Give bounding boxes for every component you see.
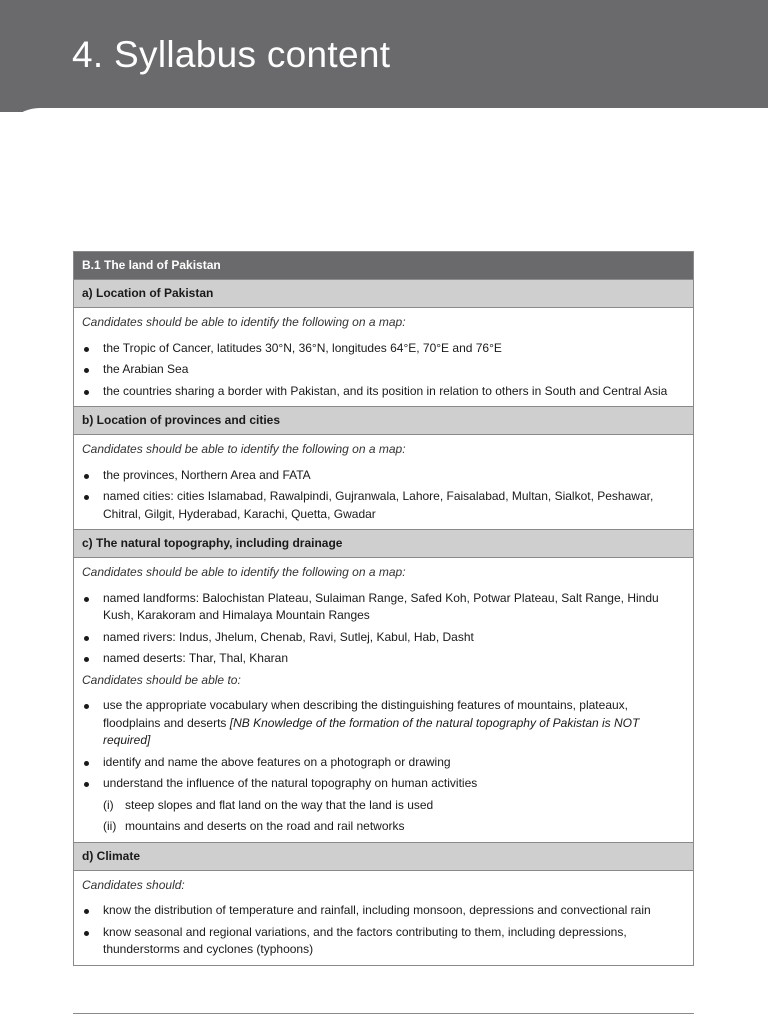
sub-list-text: mountains and deserts on the road and rail networks <box>125 819 405 833</box>
section-body-natural-topography <box>74 558 693 842</box>
section-intro: Candidates should be able to identify the following on a map: <box>82 565 406 579</box>
list-item: the provinces, Northern Area and FATA <box>82 467 683 485</box>
section-body-provinces-and-cities <box>74 435 693 529</box>
sub-list-item <box>103 818 683 836</box>
section-body-location-of-pakistan <box>74 308 693 406</box>
bullet-list <box>82 590 683 668</box>
section-intro: Candidates should: <box>82 877 185 892</box>
table-title: B.1 The land of Pakistan <box>74 252 693 279</box>
list-item-note: [NB Knowledge of the formation of the natural topography of Pakistan is NOT required] <box>103 715 640 747</box>
sub-list-item <box>103 797 683 815</box>
section-heading-location-of-pakistan: a) Location of Pakistan <box>74 279 693 308</box>
list-item <box>82 697 683 750</box>
list-item: named cities: cities Islamabad, Rawalpindi, Gujranwala, Lahore, Faisalabad, Multan, Sialkot, Peshawar, Chitral, Gilgit, Hyderabad, Karachi, Quetta, Gwadar <box>82 488 683 523</box>
header-banner-curve <box>0 108 768 148</box>
section-heading-provinces-and-cities: b) Location of provinces and cities <box>74 406 693 435</box>
list-item: named rivers: Indus, Jhelum, Chenab, Ravi, Sutlej, Kabul, Hab, Dasht <box>82 629 683 647</box>
sub-list <box>103 797 683 836</box>
section-intro: Candidates should be able to identify the following on a map: <box>82 442 406 456</box>
list-item-text: use the appropriate vocabulary when describing the distinguishing features of mountains, plateaux, floodplains and deserts <box>103 698 628 730</box>
list-item: named deserts: Thar, Thal, Kharan <box>82 650 683 668</box>
footer-divider <box>73 1013 694 1014</box>
list-item: know the distribution of temperature and rainfall, including monsoon, depressions and convectional rain <box>82 902 683 920</box>
list-item: the Tropic of Cancer, latitudes 30°N, 36°N, longitudes 64°E, 70°E and 76°E <box>82 340 683 358</box>
bullet-list <box>82 902 683 959</box>
section-intro-secondary: Candidates should be able to: <box>82 672 241 687</box>
sub-list-marker: (ii) <box>103 819 117 833</box>
list-item: understand the influence of the natural topography on human activities <box>82 775 683 793</box>
page-title: 4. Syllabus content <box>72 34 391 75</box>
bullet-list <box>82 467 683 524</box>
section-heading-climate: d) Climate <box>74 842 693 871</box>
syllabus-table <box>73 251 694 966</box>
section-intro: Candidates should be able to identify the following on a map: <box>82 315 406 329</box>
section-heading-natural-topography: c) The natural topography, including drainage <box>74 529 693 558</box>
list-item: the Arabian Sea <box>82 361 683 379</box>
section-body-climate <box>74 871 693 965</box>
list-item: know seasonal and regional variations, and the factors contributing to them, including depressions, thunderstorms and cyclones (typhoons) <box>82 924 683 959</box>
list-item: named landforms: Balochistan Plateau, Sulaiman Range, Safed Koh, Potwar Plateau, Salt Range, Hindu Kush, Karakoram and Himalaya Mountain Ranges <box>82 590 683 625</box>
sub-list-marker: (i) <box>103 797 114 812</box>
bullet-list <box>82 340 683 401</box>
sub-list-text: steep slopes and flat land on the way that the land is used <box>125 797 434 812</box>
list-item: identify and name the above features on a photograph or drawing <box>82 754 683 772</box>
bullet-list-secondary <box>82 697 683 793</box>
list-item: the countries sharing a border with Pakistan, and its position in relation to others in South and Central Asia <box>82 383 683 401</box>
